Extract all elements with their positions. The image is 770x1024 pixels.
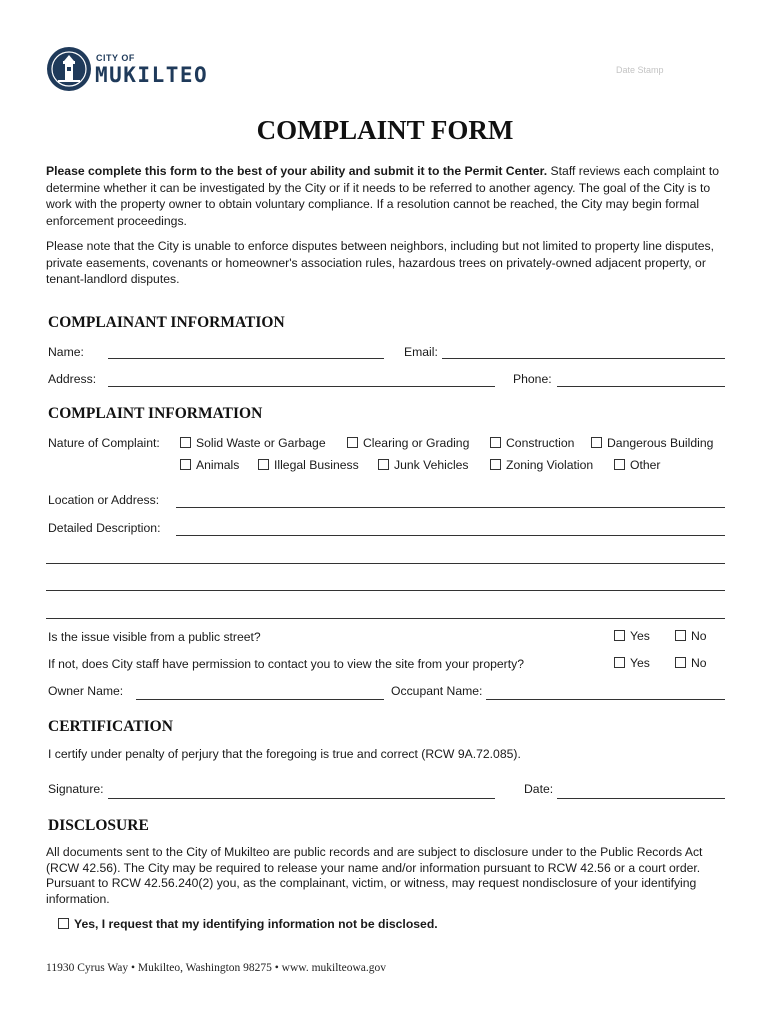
signature-field[interactable] bbox=[108, 798, 495, 799]
footer-address: 11930 Cyrus Way • Mukilteo, Washington 98275 • www. mukilteowa.gov bbox=[46, 962, 387, 974]
date-label: Date: bbox=[524, 782, 554, 796]
city-logo bbox=[46, 46, 236, 96]
permission-question: If not, does City staff have permission to contact you to view the site from your property? bbox=[48, 657, 524, 671]
location-label: Location or Address: bbox=[48, 493, 160, 507]
intro-paragraph bbox=[46, 163, 726, 229]
checkbox-icon bbox=[490, 437, 501, 448]
date-field[interactable] bbox=[557, 798, 725, 799]
checkbox-animals[interactable] bbox=[180, 458, 239, 472]
address-field[interactable] bbox=[108, 386, 495, 387]
checkbox-icon bbox=[614, 630, 625, 641]
visible-question: Is the issue visible from a public street? bbox=[48, 630, 261, 644]
checkbox-clearing-grading[interactable] bbox=[347, 436, 469, 450]
disclosure-text: All documents sent to the City of Mukilteo are public records and are subject to disclosure under to the Public Records Act (RCW 42.56). The City may be required to release your name and/or information pursuant to RCW 42.56 or a court order. Pursuant to RCW 42.56.240(2) you, as the complainant, victim, or witness, may request nondisclosure of your identifying information. bbox=[46, 845, 703, 906]
description-line-1[interactable] bbox=[176, 535, 725, 536]
checkbox-label: Junk Vehicles bbox=[394, 458, 469, 472]
checkbox-icon bbox=[675, 630, 686, 641]
permission-yes-checkbox[interactable] bbox=[614, 656, 650, 670]
certification-heading: CERTIFICATION bbox=[48, 718, 173, 735]
checkbox-label: Yes bbox=[630, 629, 650, 643]
checkbox-label: Solid Waste or Garbage bbox=[196, 436, 326, 450]
description-line-2[interactable] bbox=[46, 563, 725, 564]
page-title: COMPLAINT FORM bbox=[256, 115, 514, 145]
disclosure-heading: DISCLOSURE bbox=[48, 817, 149, 834]
checkbox-icon bbox=[180, 459, 191, 470]
checkbox-label: Clearing or Grading bbox=[363, 436, 470, 450]
permission-no-checkbox[interactable] bbox=[675, 656, 707, 670]
checkbox-zoning-violation[interactable] bbox=[490, 458, 593, 472]
occupant-field[interactable] bbox=[486, 699, 725, 700]
complainant-heading: COMPLAINANT INFORMATION bbox=[48, 314, 285, 331]
checkbox-solid-waste[interactable] bbox=[180, 436, 326, 450]
checkbox-icon bbox=[180, 437, 191, 448]
checkbox-label: Zoning Violation bbox=[506, 458, 594, 472]
intro-bold: Please complete this form to the best of your ability and submit it to the Permit Center. bbox=[46, 164, 548, 178]
intro-text: Staff reviews each complaint to determine whether it can be investigated by the City or if it needs to be referred to another agency. The goal of the City is to work with the property owner to obtain voluntary compliance. If a resolution cannot be reached, the City may begin formal enforcement proceedings. bbox=[46, 164, 719, 228]
checkbox-icon bbox=[490, 459, 501, 470]
checkbox-construction[interactable] bbox=[490, 436, 574, 450]
owner-field[interactable] bbox=[136, 699, 384, 700]
checkbox-label: Other bbox=[630, 458, 661, 472]
checkbox-icon bbox=[347, 437, 358, 448]
nondisclosure-checkbox[interactable] bbox=[58, 917, 438, 931]
checkbox-label: Construction bbox=[506, 436, 575, 450]
visible-no-checkbox[interactable] bbox=[675, 629, 707, 643]
email-field[interactable] bbox=[442, 358, 725, 359]
checkbox-icon bbox=[614, 657, 625, 668]
visible-yes-checkbox[interactable] bbox=[614, 629, 650, 643]
checkbox-junk-vehicles[interactable] bbox=[378, 458, 469, 472]
owner-label: Owner Name: bbox=[48, 684, 124, 698]
nature-label: Nature of Complaint: bbox=[48, 436, 160, 450]
description-line-4[interactable] bbox=[46, 618, 725, 619]
checkbox-icon bbox=[258, 459, 269, 470]
certification-text: I certify under penalty of perjury that the foregoing is true and correct (RCW 9A.72.085). bbox=[48, 747, 521, 761]
occupant-label: Occupant Name: bbox=[391, 684, 483, 698]
complaint-heading: COMPLAINT INFORMATION bbox=[48, 405, 263, 422]
checkbox-label: Yes bbox=[630, 656, 650, 670]
checkbox-icon bbox=[58, 918, 69, 929]
note-paragraph: Please note that the City is unable to enforce disputes between neighbors, including but not limited to property line disputes, private easements, covenants or homeowner's association rules, hazardous trees on privately-owned adjacent property, or tenant-landlord disputes. bbox=[46, 239, 715, 286]
checkbox-dangerous-building[interactable] bbox=[591, 436, 713, 450]
checkbox-icon bbox=[614, 459, 625, 470]
name-field[interactable] bbox=[108, 358, 384, 359]
checkbox-label: Dangerous Building bbox=[607, 436, 714, 450]
location-field[interactable] bbox=[176, 507, 725, 508]
checkbox-label: Animals bbox=[196, 458, 240, 472]
date-stamp-label: Date Stamp bbox=[616, 65, 664, 75]
description-label: Detailed Description: bbox=[48, 521, 161, 535]
checkbox-icon bbox=[591, 437, 602, 448]
checkbox-icon bbox=[378, 459, 389, 470]
email-label: Email: bbox=[404, 345, 438, 359]
name-label: Name: bbox=[48, 345, 84, 359]
nondisclosure-label: Yes, I request that my identifying information not be disclosed. bbox=[74, 917, 438, 931]
lighthouse-seal-icon bbox=[46, 46, 92, 92]
logo-mukilteo: MUKILTEO bbox=[95, 63, 209, 87]
checkbox-other[interactable] bbox=[614, 458, 660, 472]
logo-city-of: CITY OF bbox=[96, 53, 135, 63]
checkbox-illegal-business[interactable] bbox=[258, 458, 359, 472]
checkbox-label: No bbox=[691, 629, 707, 643]
phone-field[interactable] bbox=[557, 386, 725, 387]
checkbox-label: No bbox=[691, 656, 707, 670]
address-label: Address: bbox=[48, 372, 97, 386]
signature-label: Signature: bbox=[48, 782, 104, 796]
checkbox-icon bbox=[675, 657, 686, 668]
checkbox-label: Illegal Business bbox=[274, 458, 359, 472]
phone-label: Phone: bbox=[513, 372, 552, 386]
description-line-3[interactable] bbox=[46, 590, 725, 591]
